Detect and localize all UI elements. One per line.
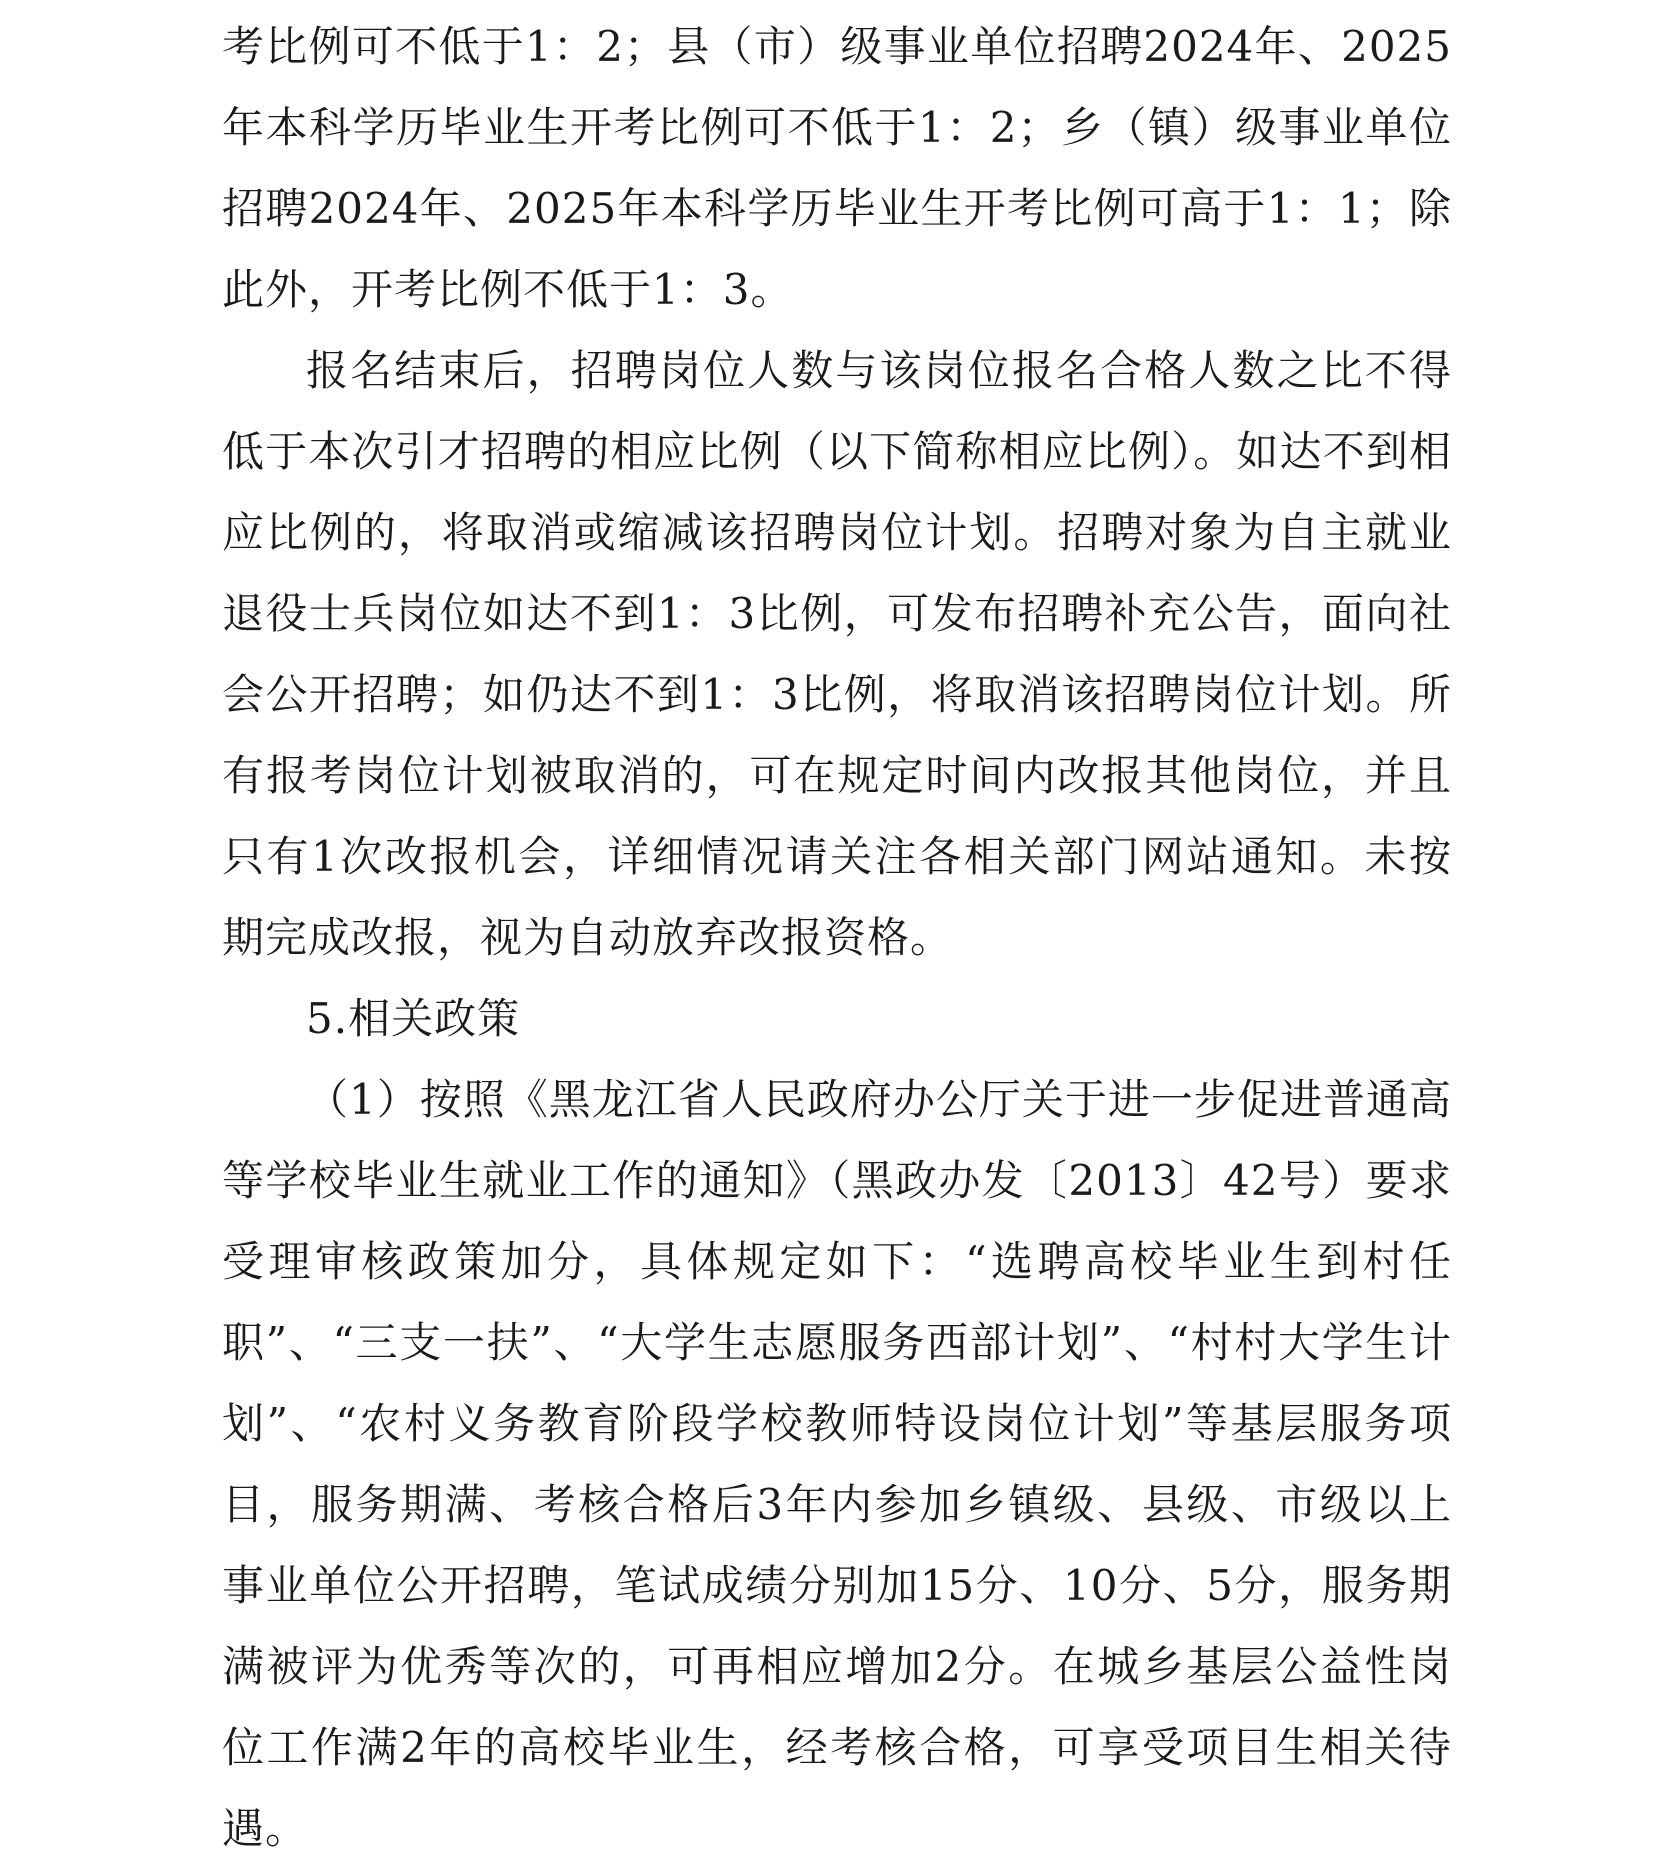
section-heading-policy: 5.相关政策 bbox=[306, 994, 521, 1043]
paragraph-registration-ratio: 报名结束后，招聘岗位人数与该岗位报名合格人数之比不得低于本次引才招聘的相应比例（以下简称相应比例）。如达不到相应比例的，将取消或缩减该招聘岗位计划。招聘对象为自主就业退役士兵岗位如达不到1：3比例，可发布招聘补充公告，面向社会公开招聘；如仍达不到1：3比例，将取消该招聘岗位计划。所有报考岗位计划被取消的，可在规定时间内改报其他岗位，并且只有1次改报机会，详细情况请关注各相关部门网站通知。未按期完成改报，视为自动放弃改报资格。 bbox=[222, 346, 1452, 962]
paragraph-continuation: 考比例可不低于1：2；县（市）级事业单位招聘2024年、2025年本科学历毕业生开考比例可不低于1：2；乡（镇）级事业单位招聘2024年、2025年本科学历毕业生开考比例可高于1：1；除此外，开考比例不低于1：3。 bbox=[222, 22, 1452, 314]
document-page bbox=[222, 6, 1452, 1869]
paragraph-policy-bonus: （1）按照《黑龙江省人民政府办公厅关于进一步促进普通高等学校毕业生就业工作的通知》（黑政办发〔2013〕42号）要求受理审核政策加分，具体规定如下：“选聘高校毕业生到村任职”、“三支一扶”、“大学生志愿服务西部计划”、“村村大学生计划”、“农村义务教育阶段学校教师特设岗位计划”等基层服务项目，服务期满、考核合格后3年内参加乡镇级、县级、市级以上事业单位公开招聘，笔试成绩分别加15分、10分、5分，服务期满被评为优秀等次的，可再相应增加2分。在城乡基层公益性岗位工作满2年的高校毕业生，经考核合格，可享受项目生相关待遇。 bbox=[222, 1075, 1452, 1853]
